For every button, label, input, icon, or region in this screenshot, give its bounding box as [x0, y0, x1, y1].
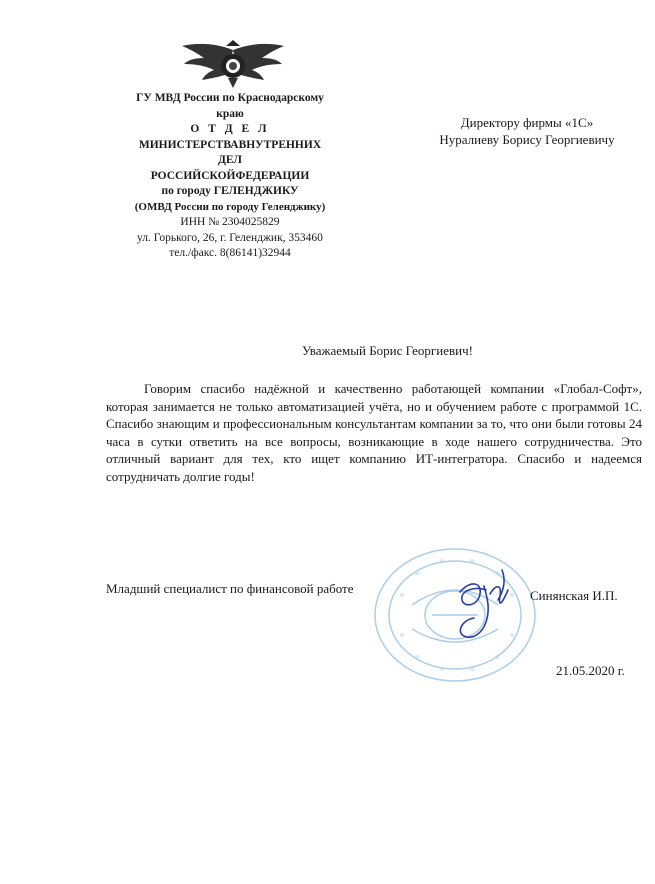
sender-line: краю: [216, 107, 244, 120]
letter-body: Говорим спасибо надёжной и качественно работающей компании «Глобал-Софт», которая занимается не только автоматизацией учёта, но и обучением работе с программой 1С. Спасибо знающим и профессиональным консультантам компании за то, что они были готовы 24 часа в сутки ответить на все вопросы, возникающие в ходе нашего сотрудничества. Это отличный вариант для тех, кто ищет компанию ИТ-интегратора. Спасибо и надеемся сотрудничать долгие годы!: [106, 381, 642, 484]
sender-line: по городу ГЕЛЕНДЖИКУ: [161, 185, 299, 197]
signatory-position: Младший специалист по финансовой работе: [106, 581, 354, 596]
signatory-name: Синянская И.П.: [530, 588, 618, 603]
sender-line: РОССИЙСКОЙФЕДЕРАЦИИ: [150, 169, 310, 182]
sender-letterhead: [110, 91, 350, 262]
handwritten-signature-icon: [440, 560, 530, 650]
addressee-line: Нуралиеву Борису Георгиевичу: [439, 132, 615, 147]
sender-phone: тел./факс. 8(86141)32944: [169, 247, 291, 259]
sender-line: (ОМВД России по городу Геленджику): [134, 200, 326, 213]
letter-date: 21.05.2020 г.: [556, 663, 625, 678]
salutation: Уважаемый Борис Георгиевич!: [302, 343, 473, 358]
sender-address: ул. Горького, 26, г. Геленджик, 353460: [137, 231, 323, 244]
mvd-emblem-icon: [178, 40, 288, 90]
sender-line: О Т Д Е Л: [190, 123, 270, 135]
sender-line: ДЕЛ: [218, 154, 242, 166]
addressee-line: Директору фирмы «1С»: [460, 115, 594, 130]
sender-line: МИНИСТЕРСТВАВНУТРЕННИХ: [138, 138, 322, 151]
addressee-block: [412, 114, 642, 148]
sender-line: ГУ МВД России по Краснодарскому: [136, 92, 324, 104]
sender-inn: ИНН № 2304025829: [180, 216, 280, 228]
